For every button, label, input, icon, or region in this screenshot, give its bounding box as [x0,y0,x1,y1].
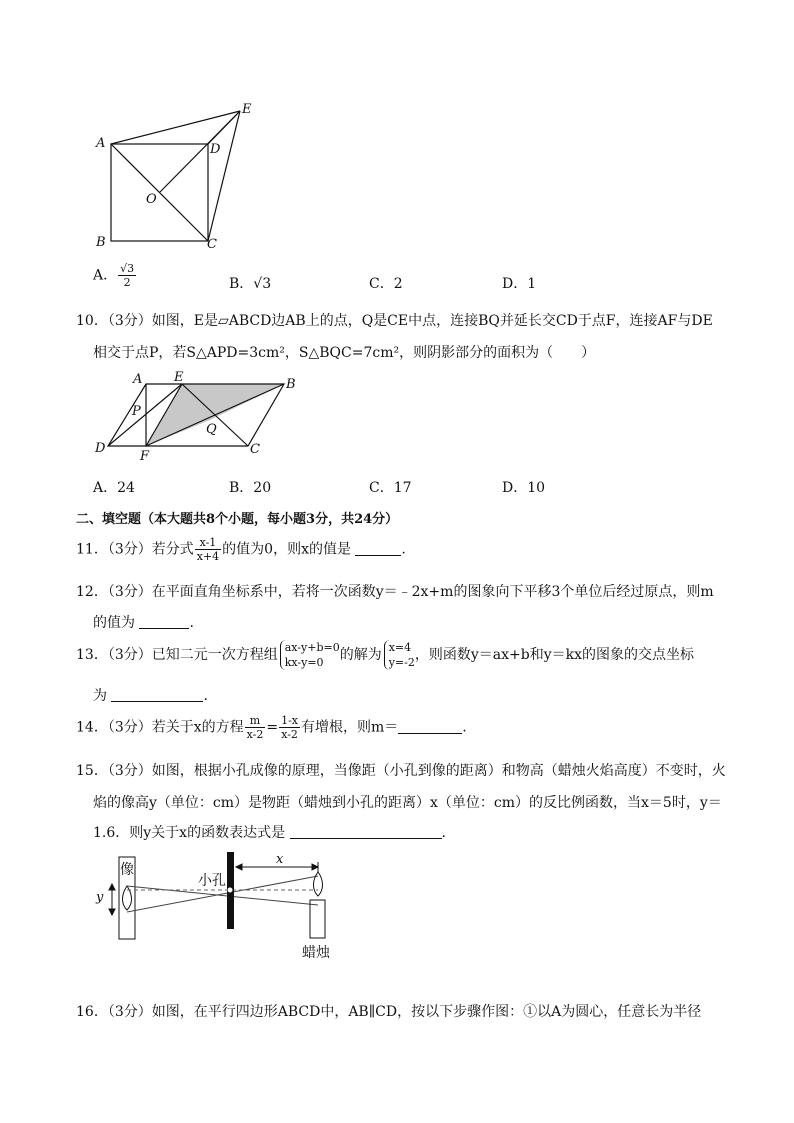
q10-line2: 相交于点P，若S△APD=3cm²，S△BQC=7cm²，则阴影部分的面积为（ ） [93,345,596,361]
q10-label-f: F [140,449,150,464]
y-arrow-head-bottom [109,909,115,915]
q10-option-d[interactable]: D．10 [502,480,546,496]
q10-label-e: E [174,370,184,385]
q15-label-x: x [276,852,284,867]
candle-flame [314,872,323,896]
q9-option-d-letter: D． [502,276,528,292]
q11-num: x-1 [195,536,221,550]
section2-heading: 二、填空题（本大题共8个小题，每小题3分，共24分） [76,512,399,527]
q13-sys1-eq2: kx-y=0 [284,656,324,669]
q11-den: x+4 [196,550,220,563]
q9-option-a-letter: A． [93,267,118,284]
q10-label-c: C [250,442,260,457]
q10-label-b: B [286,377,296,392]
q10-line1: 10．（3分）如图，E是▱ABCD边AB上的点，Q是CE中点，连接BQ并延长交CD于点F，连接AF与DE [76,313,713,329]
q9-label-c: C [207,237,217,252]
q13-line2-pre: 为 [93,688,107,704]
q13-post: ，则函数y＝ax+b和y＝kx的图象的交点坐标 [414,647,695,663]
q14-f1-num: m [245,714,266,728]
q15-line3-pre: 1.6．则y关于x的函数表达式是 [93,825,286,841]
q15-label-image: 像 [120,862,134,878]
q13-end: . [203,688,208,704]
q13-sys2-eq1: x=4 [388,641,412,654]
q13-mid: 的解为 [339,647,382,663]
q9-label-a: A [96,136,106,151]
q15-line2: 焰的像高y（单位：cm）是物距（蜡烛到小孔的距离）x（单位：cm）的反比例函数，当x＝5时，y＝ [93,795,722,811]
q9-option-a-den: 2 [123,276,131,289]
q9-option-a-num: √3 [120,262,135,275]
y-arrow-head-top [109,884,115,890]
q14-post: 有增根，则m＝ [301,719,399,736]
q15-line1: 15．（3分）如图，根据小孔成像的原理，当像距（小孔到像的距离）和物高（蜡烛火焰高度）不变时，火 [76,763,726,779]
q15-end: . [441,825,446,841]
q9-option-b-text: √3 [253,276,272,292]
q10-label-p: P [132,404,141,419]
q9-option-c-letter: C． [369,276,394,292]
q11-post: 的值为0，则x的值是 [222,541,351,558]
q10-label-a: A [133,372,143,387]
x-arrow-head-right [312,864,318,870]
q12-line2-pre: 的值为 [93,615,135,631]
q10-label-q: Q [206,422,217,437]
q10-option-c[interactable]: C．17 [369,480,412,496]
q9-option-d-text: 1 [527,276,537,292]
q14-pre: 14．（3分）若关于x的方程 [76,719,244,736]
q9-label-b: B [96,235,106,250]
q10-option-b[interactable]: B．20 [229,480,272,496]
q13-sys2-eq2: y=-2 [388,656,415,669]
q9-label-e: E [242,102,252,117]
q12-end: . [189,615,194,631]
q14-f2-num: 1-x [281,714,299,727]
q11-end: . [401,541,406,558]
q9-option-b-letter: B． [229,276,254,292]
q12-line1: 12．（3分）在平面直角坐标系中，若将一次函数y＝﹣2x+m的图象向下平移3个单位后经过原点，则m [76,584,714,600]
q10-option-a[interactable]: A．24 [93,480,135,496]
pinhole [228,888,233,893]
q9-label-o: O [146,192,157,207]
q9-label-d: D [210,142,221,157]
q9-option-c-text: 2 [393,276,403,292]
candle-body [310,900,325,938]
q14-f2-den: x-2 [281,728,298,741]
q14-end: . [462,719,467,736]
q15-label-candle: 蜡烛 [302,945,330,961]
q15-label-hole: 小孔 [198,873,226,889]
q13-sys1-eq1: ax-y+b=0 [284,641,340,654]
x-arrow-head-left [236,864,242,870]
q11-pre: 11．（3分）若分式 [76,541,194,558]
q14-f1-den: x-2 [246,728,264,741]
q14-eq: = [266,719,279,736]
q13-pre: 13．（3分）已知二元一次方程组 [76,647,278,663]
q10-label-d: D [95,441,106,456]
q16-line1: 16．（3分）如图，在平行四边形ABCD中，AB∥CD，按以下步骤作图：①以A为圆心，任意长为半径 [76,1004,702,1020]
q15-label-y: y [96,890,104,905]
